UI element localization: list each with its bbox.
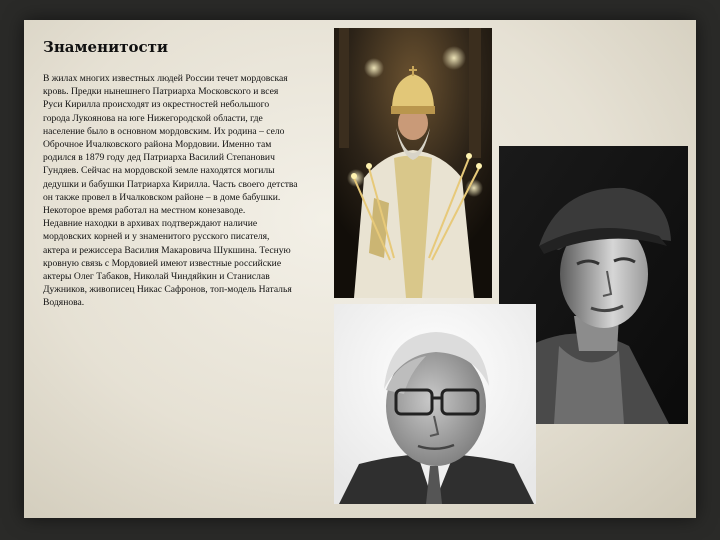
paragraph-shukshin: Недавние находки в архивах подтверждают наличие мордовских корней и у знаменитого русского писателя, актера и режиссера Василия Макаровича Шукшина. Тесную кровную связь с Мордовией имеют известные российские актеры Олег Табаков, Николай Чиндяйкин и Станислав Дужников, живописец Никас Сафронов, топ-модель Наталья Водянова. <box>43 218 292 309</box>
slide-body-text <box>43 72 298 310</box>
tabakov-photo <box>334 304 536 504</box>
slide-title: Знаменитости <box>43 38 169 56</box>
patriarch-kirill-photo <box>334 28 492 298</box>
slide <box>24 20 696 518</box>
paragraph-patriarch: В жилах многих известных людей России течет мордовская кровь. Предки нынешнего Патриарха Московского и всея Руси Кирилла происходят из окрестностей небольшого города Лукоянова на юге Нижегородской области, где население было в основном мордовским. Их родина – село Оброчное Ичалковского района Мордовии. Именно там родился в 1879 году дед Патриарха Василий Степанович Гундяев. Сейчас на мордовской земле находятся могилы дедушки и бабушки Патриарха Кирилла. Часть своего детства он также провел в Ичалковском районе – в доме бабушки. Некоторое время работал на местном конезаводе. <box>43 73 298 217</box>
